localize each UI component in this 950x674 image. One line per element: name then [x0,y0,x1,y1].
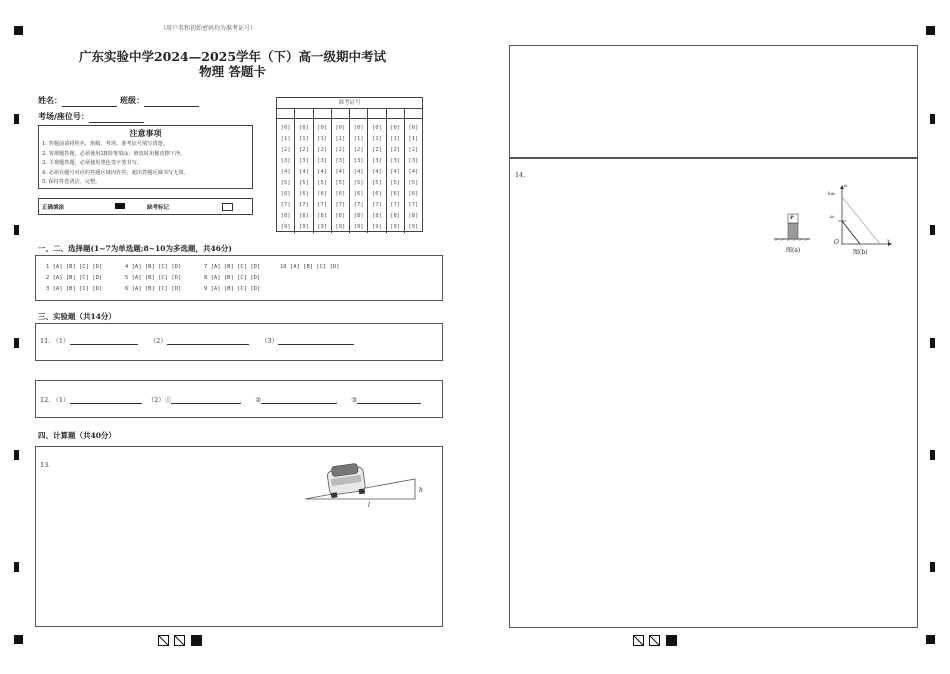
exam-digit-bubble[interactable]: [4] [335,169,346,175]
q12-blank-3[interactable] [261,403,337,404]
exam-digit-bubble[interactable]: [2] [317,147,328,153]
experiment-section-title: 三、实验题（共14分） [38,312,116,321]
page-marker [158,635,208,647]
exam-number-title: 准考证号 [277,98,422,109]
choice-q7[interactable]: 7 [A] [B] [C] [D] [204,264,261,270]
side-mark [14,114,19,124]
q12-blank-4[interactable] [357,403,421,404]
q12-part4-label: ③ [351,396,358,404]
exam-digit-bubble[interactable]: [8] [408,213,419,219]
exam-digit-bubble[interactable]: [9] [298,224,309,230]
exam-digit-bubble[interactable]: [0] [280,125,291,131]
q12-blank-2[interactable] [171,403,241,404]
exam-number-column[interactable] [295,119,313,233]
choice-q8[interactable]: 8 [A] [B] [C] [D] [204,275,261,281]
exam-digit-bubble[interactable]: [3] [280,158,291,164]
exam-digit-bubble[interactable]: [2] [408,147,419,153]
exam-digit-bubble[interactable]: [9] [408,224,419,230]
side-mark [930,450,935,460]
exam-digit-bubble[interactable]: [0] [408,125,419,131]
exam-number-column[interactable] [332,119,350,233]
exam-digit-bubble[interactable]: [3] [353,158,364,164]
exam-number-digits[interactable] [277,119,422,233]
exam-digit-bubble[interactable]: [2] [371,147,382,153]
exam-digit-bubble[interactable]: [0] [371,125,382,131]
side-mark [930,338,935,348]
exam-digit-bubble[interactable]: [0] [317,125,328,131]
q11-label: 11. [40,337,51,345]
exam-digit-bubble[interactable]: [5] [298,180,309,186]
choice-q6[interactable]: 6 [A] [B] [C] [D] [125,286,182,292]
q12-blank-1[interactable] [70,403,142,404]
q12-part3-label: ② [255,396,262,404]
choice-q9[interactable]: 9 [A] [B] [C] [D] [204,286,261,292]
exam-digit-bubble[interactable]: [2] [280,147,291,153]
exam-digit-bubble[interactable]: [4] [353,169,364,175]
exam-digit-bubble[interactable]: [2] [298,147,309,153]
choice-q10[interactable]: 10 [A] [B] [C] [D] [280,264,340,270]
exam-digit-bubble[interactable]: [6] [390,191,401,197]
exam-digit-bubble[interactable]: [2] [353,147,364,153]
exam-number-column[interactable] [314,119,332,233]
exam-digit-bubble[interactable]: [6] [353,191,364,197]
exam-digit-bubble[interactable]: [8] [280,213,291,219]
notice-item: 2. 客观题答题，必须使用2B铅笔填涂，修改时用橡皮擦干净。 [42,150,186,157]
q11-part2-label: （2） [149,337,167,345]
absent-mark-label: 缺考标记 [147,205,170,211]
exam-digit-bubble[interactable]: [4] [390,169,401,175]
side-mark [14,225,19,235]
exam-digit-bubble[interactable]: [7] [317,202,328,208]
exam-digit-bubble[interactable]: [0] [298,125,309,131]
q13-answer-box[interactable] [35,446,443,627]
exam-digit-bubble[interactable]: [5] [371,180,382,186]
side-mark [14,338,19,348]
exam-digit-bubble[interactable]: [6] [280,191,291,197]
q14-fig-b-caption: 图(b) [853,249,868,256]
q11-blank-2[interactable] [167,344,249,345]
q14-fig-a-block-label: P [790,215,794,221]
notice-item: 5. 保持答卷清洁、完整。 [42,179,101,186]
exam-number-column[interactable] [387,119,405,233]
exam-digit-bubble[interactable]: [4] [317,169,328,175]
exam-digit-bubble[interactable]: [5] [353,180,364,186]
choice-section-title: 一、二、选择题(1~7为单选题;8~10为多选题，共46分) [38,244,232,253]
q14-fig-b-k-label: ka₀ [828,192,836,197]
choice-q4[interactable]: 4 [A] [B] [C] [D] [125,264,182,270]
q12-part1-label: （1） [52,396,70,404]
prev-answer-area[interactable] [509,45,918,158]
exam-digit-bubble[interactable]: [0] [335,125,346,131]
q11-row [40,336,354,345]
notice-item: 1. 答题前请将姓名、班级、考场、准考证号填写清楚。 [42,141,168,147]
q11-blank-3[interactable] [278,344,354,345]
page-subtitle: 物理 答题卡 [199,64,266,79]
q14-fig-a-caption: 图(a) [786,247,801,254]
exam-digit-bubble[interactable]: [6] [298,191,309,197]
exam-digit-bubble[interactable]: [9] [280,224,291,230]
choice-q3[interactable]: 3 [A] [B] [C] [D] [46,286,103,292]
q13-height-label: h [419,487,423,494]
choice-answer-box [35,255,443,301]
exam-digit-bubble[interactable]: [4] [408,169,419,175]
exam-digit-bubble[interactable]: [4] [280,169,291,175]
exam-digit-bubble[interactable]: [3] [408,158,419,164]
exam-digit-bubble[interactable]: [1] [408,136,419,142]
exam-digit-bubble[interactable]: [8] [335,213,346,219]
q12-part2-label: （2）① [147,396,172,404]
q12-row [40,395,421,404]
exam-digit-bubble[interactable]: [1] [335,136,346,142]
q11-part1-label: （1） [52,337,70,345]
exam-digit-bubble[interactable]: [8] [298,213,309,219]
corner-mark [926,26,935,35]
choice-q5[interactable]: 5 [A] [B] [C] [D] [125,275,182,281]
q14-fig-b-y-axis: a [844,183,847,189]
exam-digit-bubble[interactable]: [5] [408,180,419,186]
page-title: 广东实验中学2024—2025学年（下）高一级期中考试 [78,49,387,64]
side-mark [930,225,935,235]
top-note: （用户名和初始密码均为准考证号） [160,25,257,32]
exam-digit-bubble[interactable]: [7] [280,202,291,208]
exam-digit-bubble[interactable]: [4] [371,169,382,175]
exam-digit-bubble[interactable]: [3] [371,158,382,164]
q14-answer-box[interactable] [509,158,918,628]
exam-digit-bubble[interactable]: [5] [335,180,346,186]
page-marker [633,635,683,647]
absent-mark-checkbox[interactable] [222,203,233,211]
corner-mark [14,635,23,644]
exam-digit-bubble[interactable]: [1] [298,136,309,142]
corner-mark [14,26,23,35]
correct-fill-sample [115,203,125,209]
exam-digit-bubble[interactable]: [7] [408,202,419,208]
room-label: 考场/座位号： [38,111,89,121]
exam-digit-bubble[interactable]: [0] [353,125,364,131]
exam-digit-bubble[interactable]: [5] [317,180,328,186]
notice-item: 4. 必须在题号对应的答题区域内作答，超出答题区域书写无效。 [42,169,189,176]
class-label: 班级： [120,95,144,105]
q13-length-label: l [368,502,370,509]
room-field[interactable] [38,104,144,123]
exam-digit-bubble[interactable]: [9] [317,224,328,230]
exam-digit-bubble[interactable]: [1] [353,136,364,142]
q14-fig-b-origin: O [834,239,839,246]
side-mark [14,562,19,572]
exam-digit-bubble[interactable]: [3] [335,158,346,164]
q12-answer-box [35,380,443,418]
q14-fig-b-a0-label: a₀ [830,215,835,220]
q12-label: 12. [40,396,51,404]
exam-digit-bubble[interactable]: [7] [371,202,382,208]
exam-number-column[interactable] [350,119,368,233]
q14-label: 14. [515,171,526,179]
exam-digit-bubble[interactable]: [3] [298,158,309,164]
exam-digit-bubble[interactable]: [1] [317,136,328,142]
exam-digit-bubble[interactable]: [6] [408,191,419,197]
choice-q1[interactable]: 1 [A] [B] [C] [D] [46,264,103,270]
exam-number-column[interactable] [277,119,295,233]
exam-digit-bubble[interactable]: [1] [390,136,401,142]
notice-item: 3. 主观题答题，必须使用黑色签字笔书写。 [42,160,142,167]
exam-digit-bubble[interactable]: [1] [280,136,291,142]
exam-digit-bubble[interactable]: [9] [390,224,401,230]
exam-digit-bubble[interactable]: [9] [353,224,364,230]
notice-box [38,125,253,189]
exam-digit-bubble[interactable]: [1] [371,136,382,142]
exam-digit-bubble[interactable]: [5] [390,180,401,186]
q14-fig-b-graph [832,183,894,247]
calc-section-title: 四、计算题（共40分） [38,431,116,440]
exam-digit-bubble[interactable]: [6] [371,191,382,197]
exam-digit-bubble[interactable]: [2] [335,147,346,153]
name-label: 姓名： [38,95,62,105]
exam-number-column[interactable] [405,119,422,233]
q14-fig-b-x-axis: x [887,238,890,244]
correct-fill-label: 正确填涂 [42,205,65,211]
side-mark [930,562,935,572]
exam-digit-bubble[interactable]: [3] [390,158,401,164]
exam-digit-bubble[interactable]: [8] [390,213,401,219]
exam-digit-bubble[interactable]: [6] [317,191,328,197]
exam-number-write-row[interactable] [277,109,422,119]
fill-legend [38,198,253,215]
exam-digit-bubble[interactable]: [2] [390,147,401,153]
exam-digit-bubble[interactable]: [8] [353,213,364,219]
side-mark [14,450,19,460]
exam-digit-bubble[interactable]: [9] [371,224,382,230]
exam-digit-bubble[interactable]: [0] [390,125,401,131]
q11-part3-label: （3） [260,337,278,345]
exam-digit-bubble[interactable]: [6] [335,191,346,197]
exam-number-grid [276,97,423,232]
exam-digit-bubble[interactable]: [7] [298,202,309,208]
exam-digit-bubble[interactable]: [5] [280,180,291,186]
exam-number-column[interactable] [368,119,386,233]
exam-digit-bubble[interactable]: [7] [335,202,346,208]
corner-mark [926,635,935,644]
exam-digit-bubble[interactable]: [7] [390,202,401,208]
q11-blank-1[interactable] [70,344,138,345]
q13-label: 13. [40,461,51,469]
exam-digit-bubble[interactable]: [8] [371,213,382,219]
choice-q2[interactable]: 2 [A] [B] [C] [D] [46,275,103,281]
notice-title: 注意事项 [129,128,162,138]
exam-digit-bubble[interactable]: [4] [298,169,309,175]
side-mark [930,114,935,124]
exam-digit-bubble[interactable]: [8] [317,213,328,219]
exam-digit-bubble[interactable]: [7] [353,202,364,208]
q13-car-incline-figure [301,461,426,513]
exam-digit-bubble[interactable]: [3] [317,158,328,164]
exam-digit-bubble[interactable]: [9] [335,224,346,230]
q11-answer-box [35,323,443,361]
